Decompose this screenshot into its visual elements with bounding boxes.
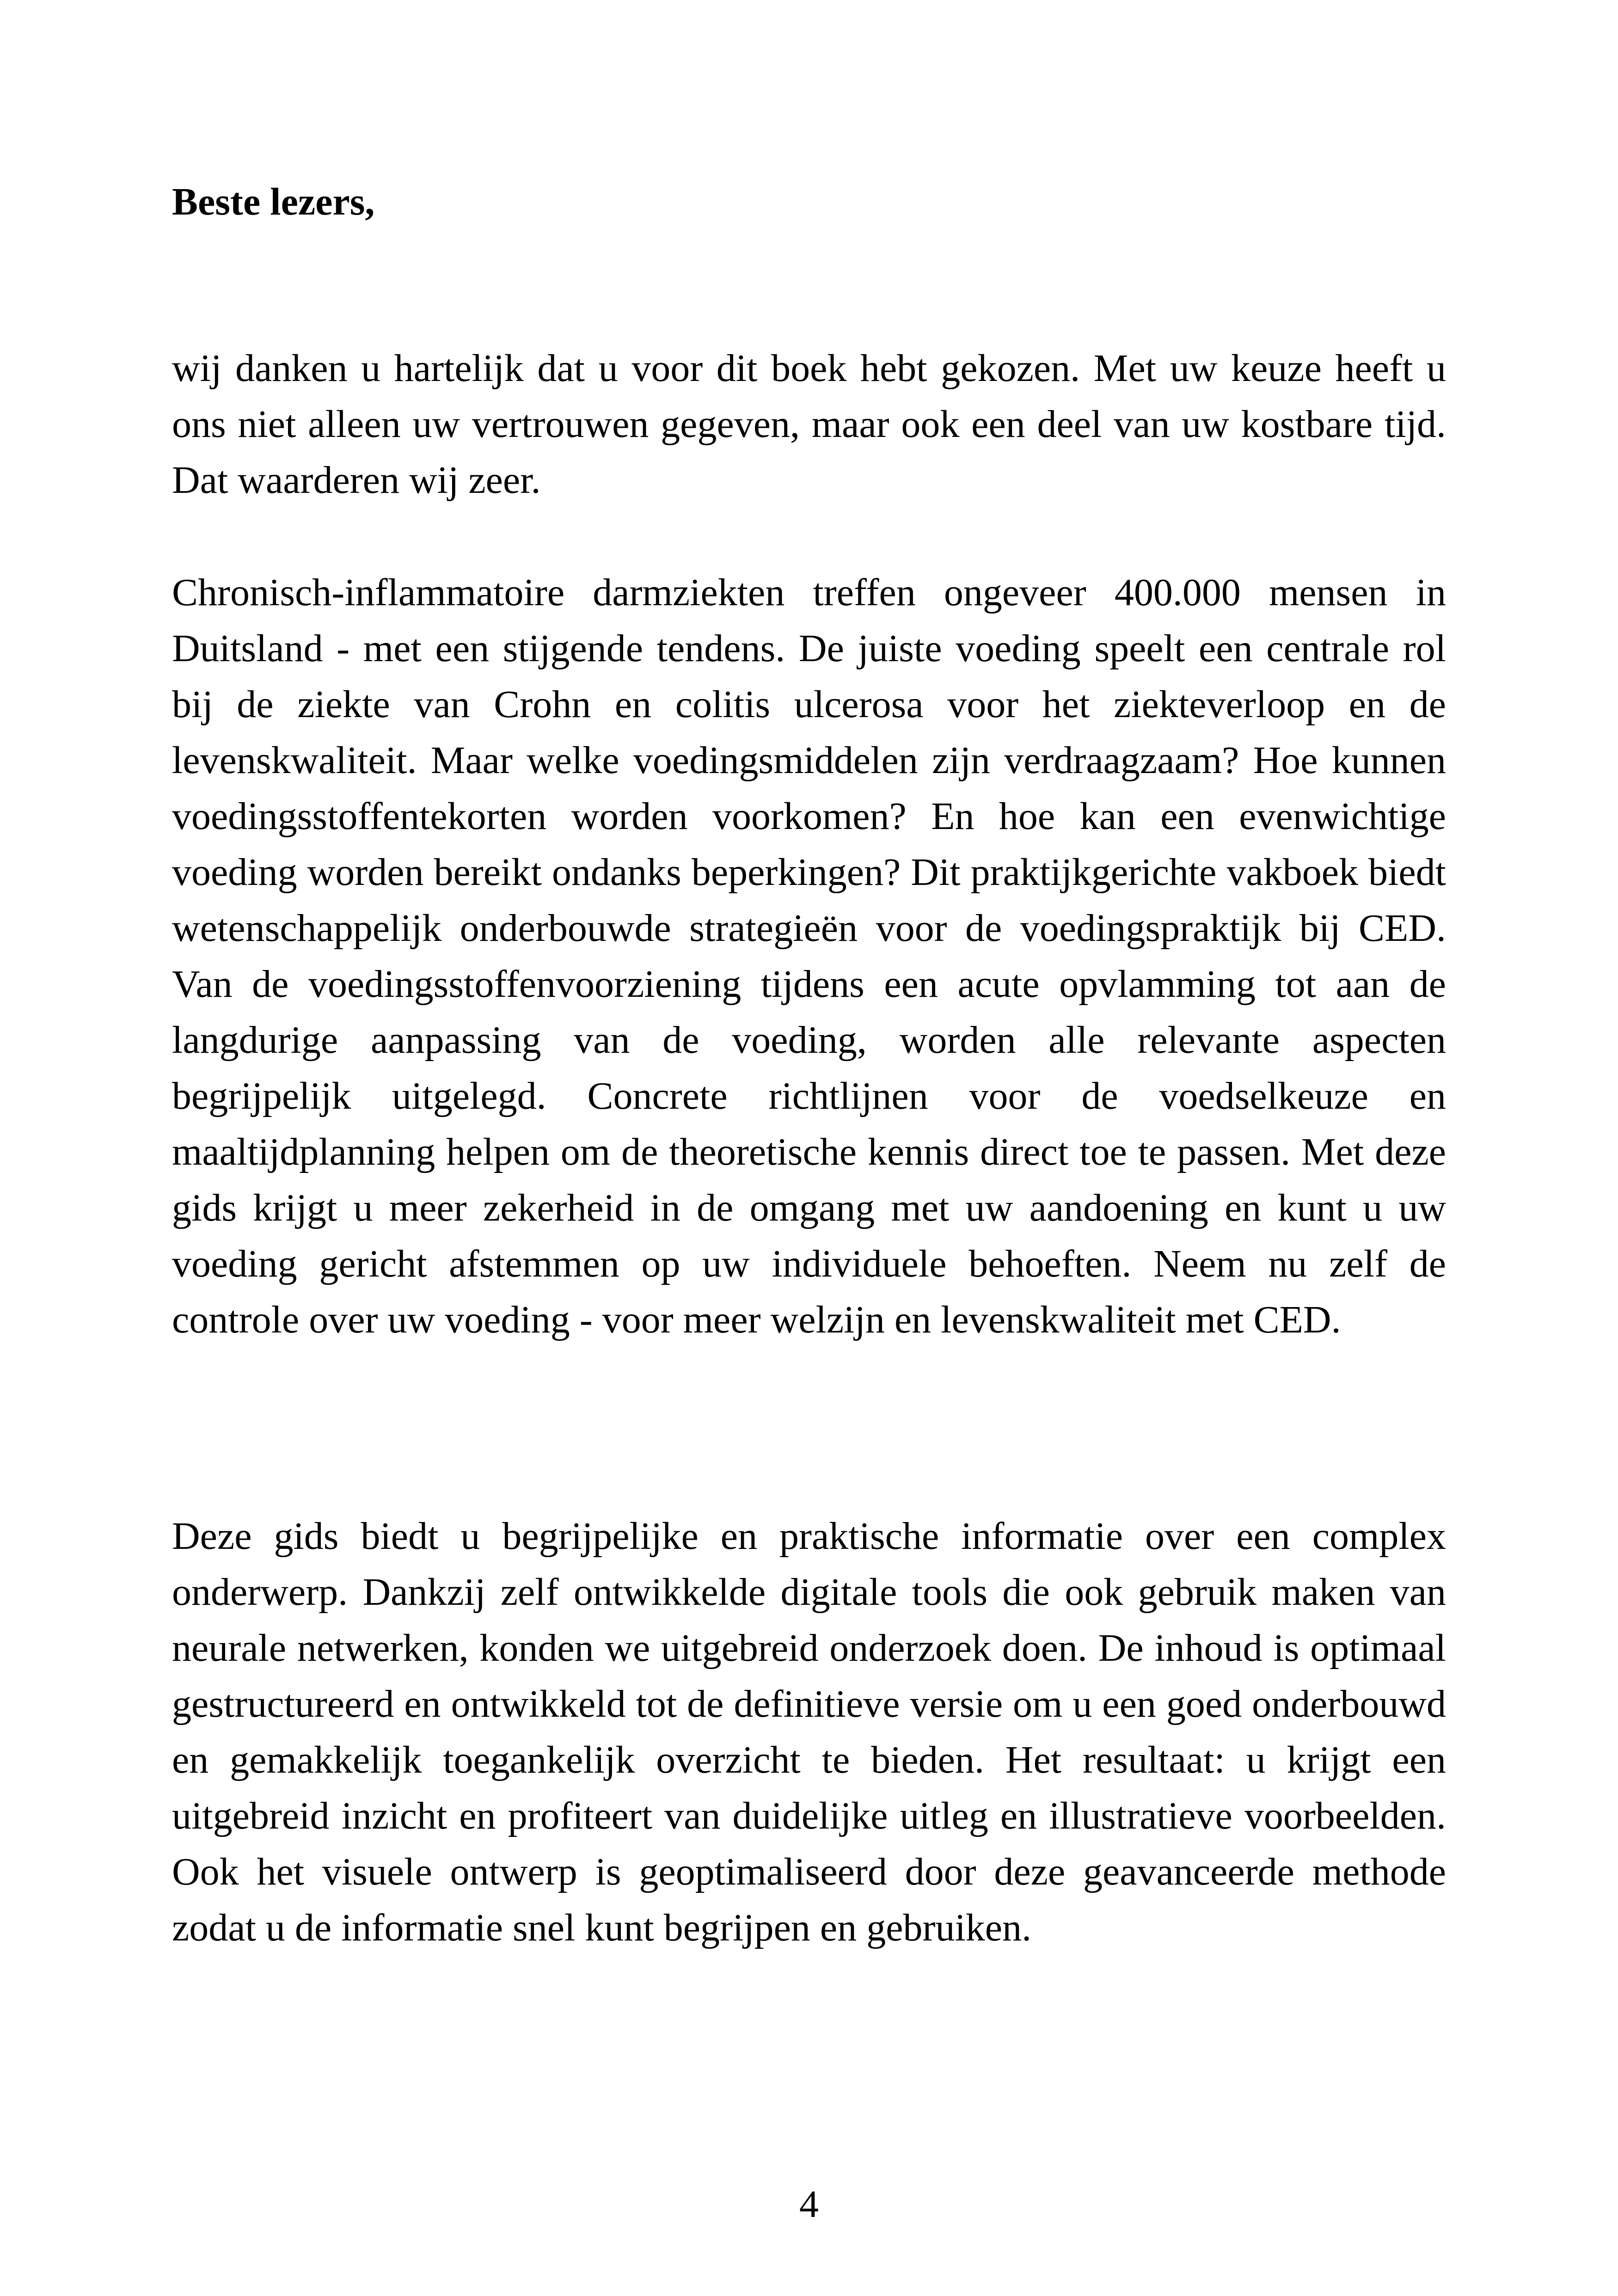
greeting-heading: Beste lezers,: [172, 180, 375, 223]
paragraph-ibd-nutrition: Chronisch-inflammatoire darmziekten treffen ongeveer 400.000 mensen in Duitsland - met een stijgende tendens. De juiste voeding speelt een centrale rol bij de ziekte van Crohn en colitis ulcerosa voor het ziekteverloop en de levenskwaliteit. Maar welke voedingsmiddelen zijn verdraagzaam? Hoe kunnen voedingsstoffentekorten worden voorkomen? En hoe kan een evenwichtige voeding worden bereikt ondanks beperkingen? Dit praktijkgerichte vakboek biedt wetenschappelijk onderbouwde strategieën voor de voedingspraktijk bij CED. Van de voedingsstoffenvoorziening tijdens een acute opvlamming tot aan de langdurige aanpassing van de voeding, worden alle relevante aspecten begrijpelijk uitgelegd. Concrete richtlijnen voor de voedselkeuze en maaltijdplanning helpen om de theoretische kennis direct toe te passen. Met deze gids krijgt u meer zekerheid in de omgang met uw aandoening en kunt u uw voeding gericht afstemmen op uw individuele behoeften. Neem nu zelf de controle over uw voeding - voor meer welzijn en levenskwaliteit met CED.: [172, 571, 1446, 1341]
paragraph-guide-info: Deze gids biedt u begrijpelijke en praktische informatie over een complex onderwerp. Dankzij zelf ontwikkelde digitale tools die ook gebruik maken van neurale netwerken, konden we uitgebreid onderzoek doen. De inhoud is optimaal gestructureerd en ontwikkeld tot de definitieve versie om u een goed onderbouwd en gemakkelijk toegankelijk overzicht te bieden. Het resultaat: u krijgt een uitgebreid inzicht en profiteert van duidelijke uitleg en illustratieve voorbeelden. Ook het visuele ontwerp is geoptimaliseerd door deze geavanceerde methode zodat u de informatie snel kunt begrijpen en gebruiken.: [172, 1515, 1446, 1949]
paragraph-thanks: wij danken u hartelijk dat u voor dit boek hebt gekozen. Met uw keuze heeft u ons niet alleen uw vertrouwen gegeven, maar ook een deel van uw kostbare tijd. Dat waarderen wij zeer.: [172, 347, 1446, 502]
page-number: 4: [799, 2183, 819, 2226]
